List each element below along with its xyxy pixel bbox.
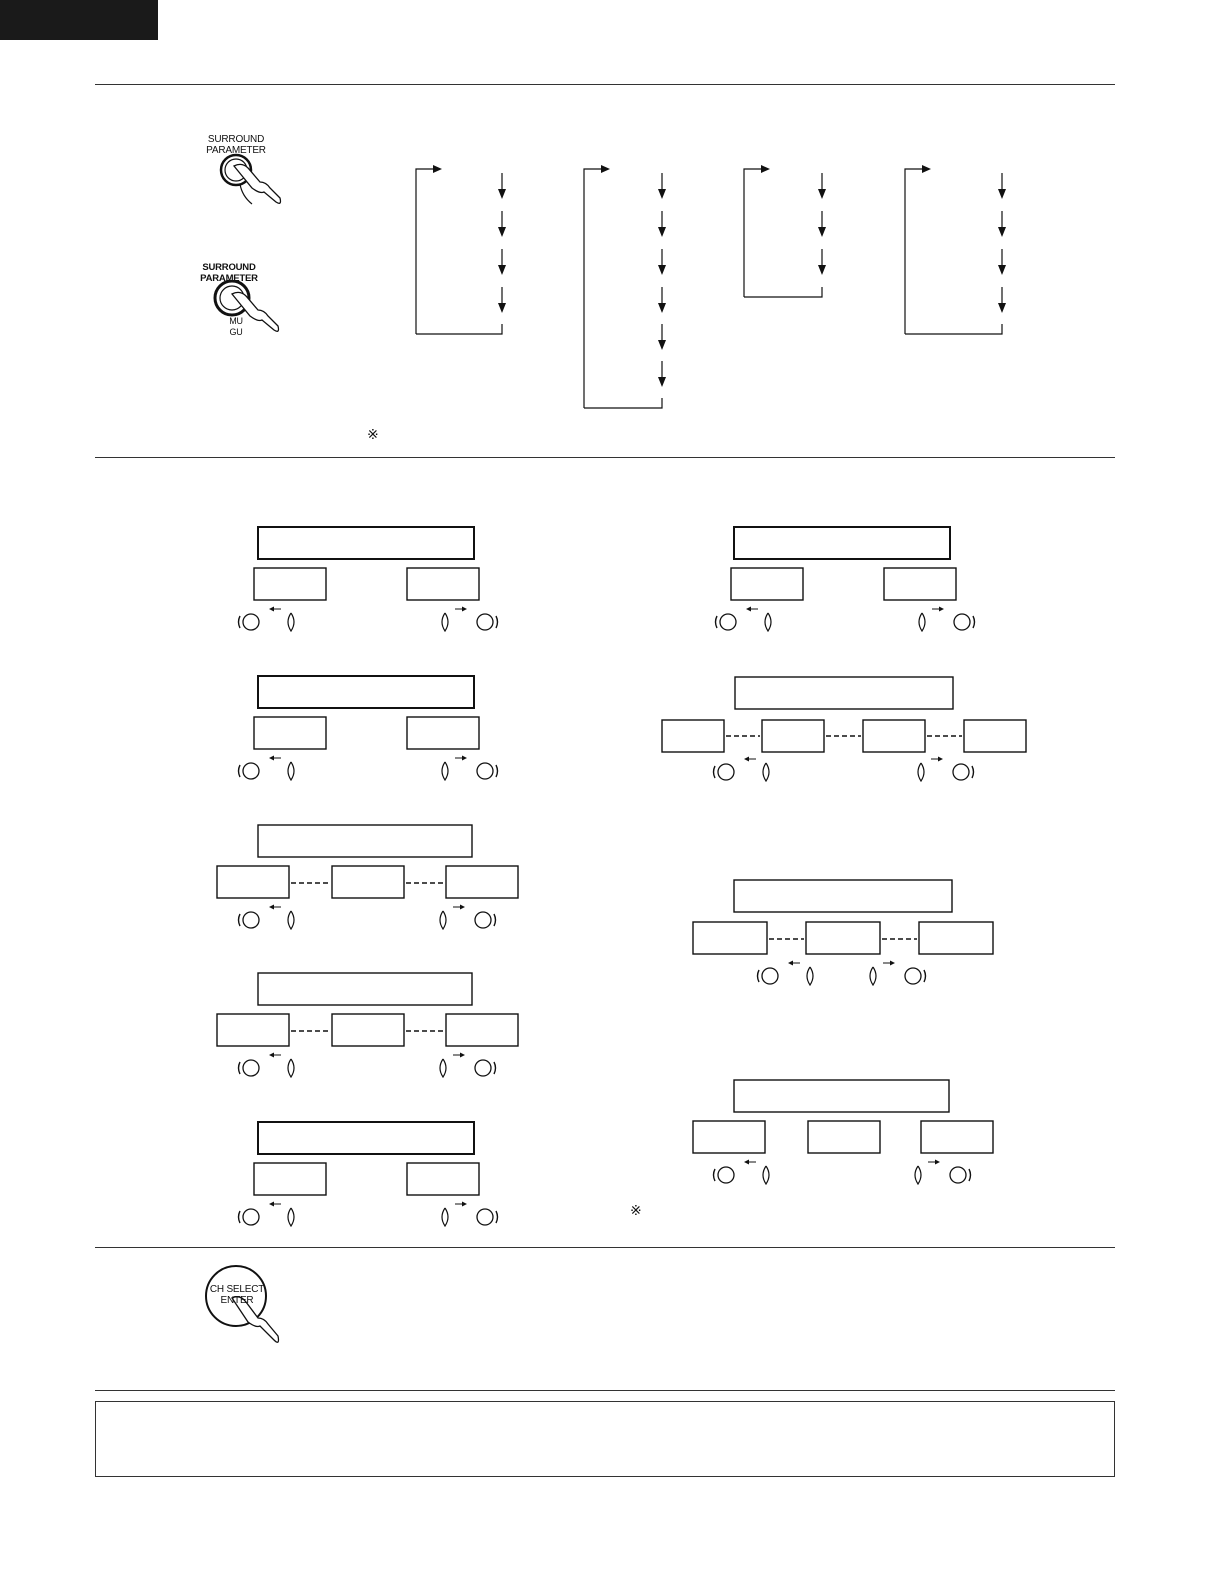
option-box [332,866,404,898]
option-box [446,866,518,898]
option-box [254,568,326,600]
option-box [407,568,479,600]
arrow-down-icon [658,303,666,313]
arrow-right-icon [890,961,895,966]
arrow-right-icon [462,756,467,761]
arrow-right-icon [761,165,770,173]
arrow-right-icon [462,607,467,612]
display-header-box [258,973,472,1005]
cycle-return-line [905,324,1002,334]
arrow-down-icon [818,265,826,275]
cycle-return-line [744,287,822,297]
surround-parameter-multi-label: SURROUND PARAMETER [200,262,258,284]
arrow-left-icon [744,1160,749,1165]
ch-select-enter-label: CH SELECT ENTER [209,1284,265,1306]
dial-rotate-left-icon [243,912,259,928]
surround-parameter-multi-sublabel: MU GU [229,316,243,337]
arrow-down-icon [998,227,1006,237]
dial-knob-icon [288,762,294,780]
arrow-down-icon [658,340,666,350]
dial-knob-icon [440,911,446,929]
dial-rotate-right-icon [494,914,496,926]
dial-knob-icon [288,613,294,631]
option-box [693,1121,765,1153]
dial-rotate-left-icon [239,765,241,777]
option-box [407,717,479,749]
arrow-left-icon [269,905,274,910]
option-box [808,1121,880,1153]
cycle-left-line [744,169,762,297]
display-header-box [735,677,953,709]
arrow-left-icon [269,1202,274,1207]
dial-knob-icon [918,763,924,781]
option-box [921,1121,993,1153]
dial-rotate-left-icon [243,614,259,630]
option-box [919,922,993,954]
option-box [964,720,1026,752]
arrow-right-icon [460,905,465,910]
dial-rotate-right-icon [475,1060,491,1076]
dial-rotate-right-icon [496,765,498,777]
arrow-left-icon [269,756,274,761]
option-box [806,922,880,954]
dial-knob-icon [919,613,925,631]
dial-knob-icon [763,1166,769,1184]
option-box [693,922,767,954]
arrow-down-icon [818,189,826,199]
dial-rotate-right-icon [924,970,926,982]
option-box [254,1163,326,1195]
arrow-right-icon [460,1053,465,1058]
arrow-right-icon [939,607,944,612]
arrow-down-icon [998,303,1006,313]
display-header-box [258,676,474,708]
option-box [217,866,289,898]
option-box [254,717,326,749]
option-box [662,720,724,752]
dial-rotate-right-icon [496,616,498,628]
dial-knob-icon [915,1166,921,1184]
dial-rotate-right-icon [494,1062,496,1074]
dial-rotate-left-icon [720,614,736,630]
option-box [217,1014,289,1046]
option-box [884,568,956,600]
arrow-left-icon [788,961,793,966]
dial-rotate-left-icon [718,764,734,780]
display-header-box [258,527,474,559]
arrow-left-icon [746,607,751,612]
dial-knob-icon [288,911,294,929]
cycle-left-line [905,169,923,334]
dial-rotate-right-icon [972,766,974,778]
option-box [762,720,824,752]
arrow-down-icon [658,227,666,237]
option-box [407,1163,479,1195]
dial-knob-icon [442,762,448,780]
cycle-return-line [584,398,662,408]
arrow-right-icon [938,757,943,762]
dial-rotate-right-icon [496,1211,498,1223]
dial-rotate-left-icon [239,914,241,926]
option-box [446,1014,518,1046]
dial-rotate-right-icon [950,1167,966,1183]
arrow-right-icon [922,165,931,173]
arrow-down-icon [498,227,506,237]
arrow-down-icon [658,265,666,275]
cycle-return-line [416,324,502,334]
dial-rotate-left-icon [714,766,716,778]
dial-rotate-right-icon [477,763,493,779]
dial-rotate-left-icon [239,1062,241,1074]
arrow-down-icon [998,265,1006,275]
display-header-box [734,880,952,912]
arrow-right-icon [935,1160,940,1165]
dial-rotate-right-icon [953,764,969,780]
cycle-left-line [584,169,602,408]
dial-rotate-left-icon [718,1167,734,1183]
dial-rotate-left-icon [243,1209,259,1225]
dial-knob-icon [763,763,769,781]
option-box [863,720,925,752]
dial-knob-icon [288,1059,294,1077]
option-box [332,1014,404,1046]
dial-rotate-left-icon [243,1060,259,1076]
dial-knob-icon [807,967,813,985]
arrow-down-icon [498,303,506,313]
arrow-left-icon [744,757,749,762]
dial-rotate-left-icon [243,763,259,779]
arrow-down-icon [498,265,506,275]
dial-knob-icon [440,1059,446,1077]
cycle-left-line [416,169,434,334]
dial-knob-icon [870,967,876,985]
arrow-right-icon [601,165,610,173]
note-box [95,1401,1115,1477]
dial-rotate-left-icon [239,1211,241,1223]
arrow-down-icon [658,189,666,199]
arrow-down-icon [498,189,506,199]
surround-parameter-label: SURROUND PARAMETER [206,134,266,156]
dial-rotate-right-icon [475,912,491,928]
display-header-box [734,527,950,559]
dial-rotate-right-icon [973,616,975,628]
dial-knob-icon [288,1208,294,1226]
dial-rotate-right-icon [905,968,921,984]
arrow-left-icon [269,1053,274,1058]
display-header-box [734,1080,949,1112]
arrow-left-icon [269,607,274,612]
dial-rotate-right-icon [477,1209,493,1225]
dial-knob-icon [442,1208,448,1226]
dial-rotate-left-icon [714,1169,716,1181]
dial-rotate-right-icon [954,614,970,630]
dial-knob-icon [442,613,448,631]
arrow-right-icon [462,1202,467,1207]
note-mark-2: ※ [630,1202,642,1218]
arrow-down-icon [998,189,1006,199]
dial-rotate-right-icon [969,1169,971,1181]
dial-rotate-left-icon [762,968,778,984]
arrow-right-icon [433,165,442,173]
dial-rotate-left-icon [716,616,718,628]
option-box [731,568,803,600]
dial-rotate-right-icon [477,614,493,630]
arrow-down-icon [658,377,666,387]
display-header-box [258,1122,474,1154]
dial-rotate-left-icon [758,970,760,982]
arrow-down-icon [818,227,826,237]
note-mark-1: ※ [367,426,379,442]
dial-rotate-left-icon [239,616,241,628]
display-header-box [258,825,472,857]
dial-knob-icon [765,613,771,631]
